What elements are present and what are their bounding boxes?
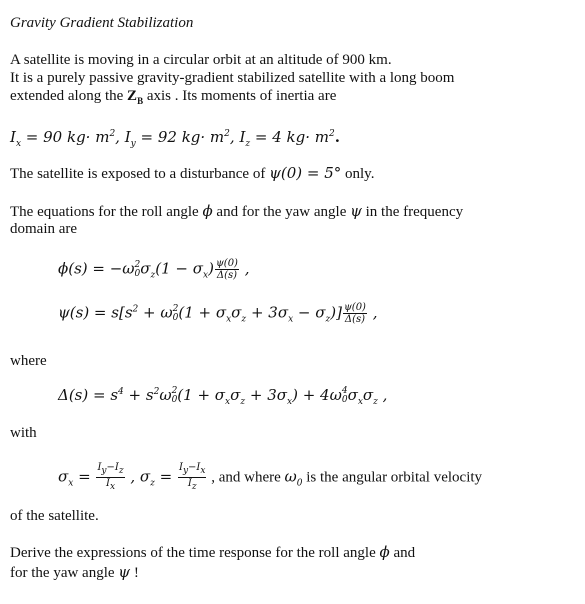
- task-line-1: Derive the expressions of the time response for the roll angle ϕ and: [10, 543, 416, 561]
- intro-line-1: A satellite is moving in a circular orbit at an altitude of 900 km.: [10, 52, 392, 68]
- yaw-equation: $\psi(s) = s[s^2 + \omega$ 2 0 $(1 + \sigma_x\sigma_z + 3\sigma_x - \sigma_z)$] $\frac{\psi(0)}{\Delta(s)}$ ,: [58, 302, 378, 325]
- task-line-2: for the yaw angle ψ !: [10, 563, 139, 581]
- yaw-fraction: $\frac{\psi(0)}{\Delta(s)}$: [343, 302, 366, 325]
- page-title: Gravity Gradient Stabilization: [10, 15, 194, 31]
- where-label: where: [10, 353, 47, 369]
- intro-line-2: It is a purely passive gravity-gradient stabilized satellite with a long boom: [10, 70, 455, 86]
- satellite-tail: of the satellite.: [10, 508, 99, 524]
- sigma-x-fraction: $\frac{I_y-I_z}{I_x}$: [97, 462, 124, 492]
- intro-line-3: extended along the $Z_B$ axis . Its moments of inertia are: [10, 88, 337, 106]
- equations-intro-line-2: domain are: [10, 221, 78, 237]
- sigma-definitions: $\sigma_x$ = $\frac{I_y-I_z}{I_x}$ , $\sigma_z$ = $\frac{I_y-I_x}{I_z}$ , and where $\omega_0$ is the angular orbital velocity: [58, 462, 483, 492]
- equations-intro-line-1: The equations for the roll angle ϕ and for the yaw angle ψ in the frequency: [10, 202, 464, 220]
- sigma-z-fraction: $\frac{I_y-I_x}{I_z}$: [179, 462, 206, 492]
- inertia-values: $I_x = 90$ $kg\cdot m^2$, $I_y = 92$ $kg\cdot m^2$, $I_z = 4$ $kg\cdot m^2$.: [10, 128, 340, 149]
- roll-equation: ϕ(s) = −ω 2 0 $\sigma_z(1 - \sigma_x)$ $\frac{\psi(0)}{\Delta(s)}$ ,: [58, 258, 250, 281]
- with-label: with: [10, 425, 37, 441]
- delta-equation: $\Delta(s) = s^4 + s^2\omega$ 2 0 $(1 + \sigma_x\sigma_z + 3\sigma_x) + 4\omega$ 4 0 $\sigma_x\sigma_z$ ,: [58, 386, 388, 407]
- disturbance-text: The satellite is exposed to a disturbance of ψ(0) = 5° only.: [10, 164, 375, 182]
- roll-fraction: $\frac{\psi(0)}{\Delta(s)}$: [215, 258, 238, 281]
